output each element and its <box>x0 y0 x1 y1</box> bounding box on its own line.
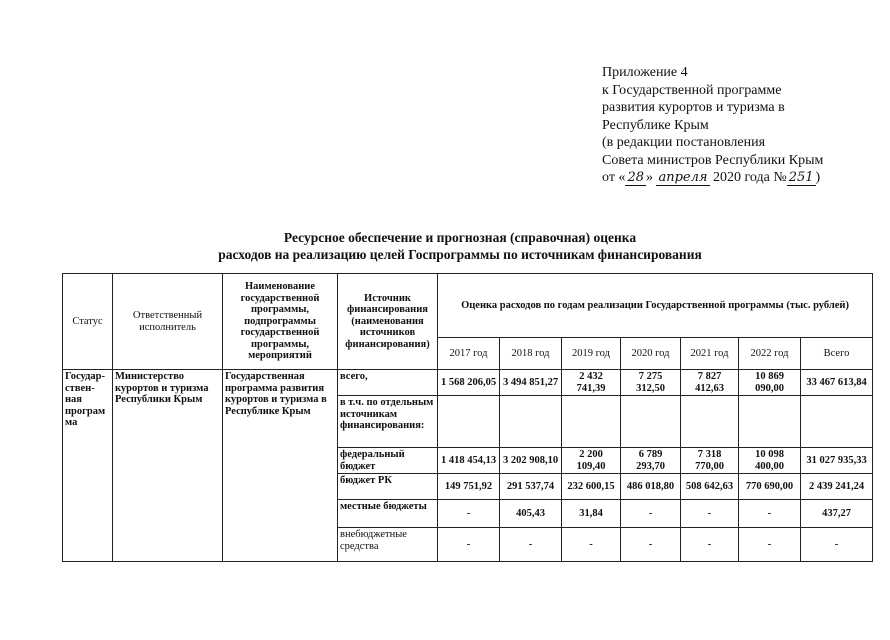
cell-value: - <box>562 528 621 562</box>
cell-value: - <box>438 528 500 562</box>
cell-executor: Министерство курортов и туризма Республики Крым <box>113 370 223 562</box>
handwritten-number: 251 <box>788 170 814 185</box>
header-name: Наименование государственной программы, подпрограммы государственной программы, мероприятий <box>223 274 338 370</box>
cell-total: 2 439 241,24 <box>801 474 873 500</box>
appendix-line: развития курортов и туризма в <box>602 100 785 115</box>
appendix-line: (в редакции постановления <box>602 135 766 150</box>
header-estimate: Оценка расходов по годам реализации Государственной программы (тыс. рублей) <box>438 274 873 338</box>
cell-value <box>438 396 500 448</box>
header-executor: Ответственный исполнитель <box>113 274 223 370</box>
header-year: 2018 год <box>500 338 562 370</box>
date-year: 2020 года № <box>709 170 787 185</box>
header-status: Статус <box>63 274 113 370</box>
cell-value: 508 642,63 <box>681 474 739 500</box>
cell-value: 6 789 293,70 <box>621 448 681 474</box>
cell-source: федеральный бюджет <box>338 448 438 474</box>
cell-total <box>801 396 873 448</box>
appendix-line: Республике Крым <box>602 117 709 133</box>
cell-total: 31 027 935,33 <box>801 448 873 474</box>
document-title <box>140 229 780 263</box>
appendix-line: к Государственной программе <box>602 82 782 98</box>
cell-value: - <box>681 500 739 528</box>
cell-value <box>500 396 562 448</box>
cell-value: - <box>500 528 562 562</box>
title-line-1: Ресурсное обеспечение и прогнозная (справочная) оценка <box>283 230 637 245</box>
cell-value: 2 200 109,40 <box>562 448 621 474</box>
cell-value: 10 098 400,00 <box>739 448 801 474</box>
cell-value: 3 494 851,27 <box>500 370 562 396</box>
header-year: 2017 год <box>438 338 500 370</box>
cell-value: 7 275 312,50 <box>621 370 681 396</box>
cell-value: 7 827 412,63 <box>681 370 739 396</box>
header-total: Всего <box>801 338 873 370</box>
cell-value: - <box>438 500 500 528</box>
cell-value: 486 018,80 <box>621 474 681 500</box>
cell-value: 7 318 770,00 <box>681 448 739 474</box>
header-year: 2019 год <box>562 338 621 370</box>
cell-value: 770 690,00 <box>739 474 801 500</box>
header-source: Источник финансирования (наименования источников финансирования) <box>338 274 438 370</box>
cell-value: 232 600,15 <box>562 474 621 500</box>
cell-value: 1 418 454,13 <box>438 448 500 474</box>
cell-value: 149 751,92 <box>438 474 500 500</box>
title-line-2: расходов на реализацию целей Госпрограммы по источникам финансирования <box>218 247 702 262</box>
resource-table <box>62 273 873 562</box>
header-year: 2021 год <box>681 338 739 370</box>
cell-value: - <box>621 500 681 528</box>
cell-source: местные бюджеты <box>338 500 438 528</box>
cell-value: 3 202 908,10 <box>500 448 562 474</box>
cell-value <box>621 396 681 448</box>
appendix-line: Совета министров Республики Крым <box>602 152 824 168</box>
handwritten-month: апреля <box>658 170 708 185</box>
cell-total: 33 467 613,84 <box>801 370 873 396</box>
cell-value: 31,84 <box>562 500 621 528</box>
cell-program-name: Государственная программа развития курортов и туризма в Республике Крым <box>223 370 338 562</box>
handwritten-day: 28 <box>627 170 644 185</box>
appendix-date-line <box>602 169 823 187</box>
cell-value: - <box>681 528 739 562</box>
date-close: ) <box>815 170 821 185</box>
cell-source: всего, <box>338 370 438 396</box>
cell-source: внебюджетные средства <box>338 528 438 562</box>
cell-total: - <box>801 528 873 562</box>
appendix-line: Приложение 4 <box>602 65 688 80</box>
header-year: 2022 год <box>739 338 801 370</box>
cell-source: бюджет РК <box>338 474 438 500</box>
table-row <box>63 370 873 396</box>
cell-value <box>562 396 621 448</box>
cell-value: - <box>739 500 801 528</box>
cell-value <box>681 396 739 448</box>
cell-value: 1 568 206,05 <box>438 370 500 396</box>
header-year: 2020 год <box>621 338 681 370</box>
cell-value: 2 432 741,39 <box>562 370 621 396</box>
date-mid: » <box>645 170 657 185</box>
cell-value: 405,43 <box>500 500 562 528</box>
cell-value: 291 537,74 <box>500 474 562 500</box>
cell-total: 437,27 <box>801 500 873 528</box>
cell-source: в т.ч. по отдельным источникам финансирования: <box>338 396 438 448</box>
date-prefix: от « <box>602 170 626 185</box>
cell-status: Государ-ствен-ная програм ма <box>63 370 113 562</box>
cell-value: - <box>621 528 681 562</box>
cell-value <box>739 396 801 448</box>
cell-value: - <box>739 528 801 562</box>
appendix-block <box>602 64 823 187</box>
cell-value: 10 869 090,00 <box>739 370 801 396</box>
